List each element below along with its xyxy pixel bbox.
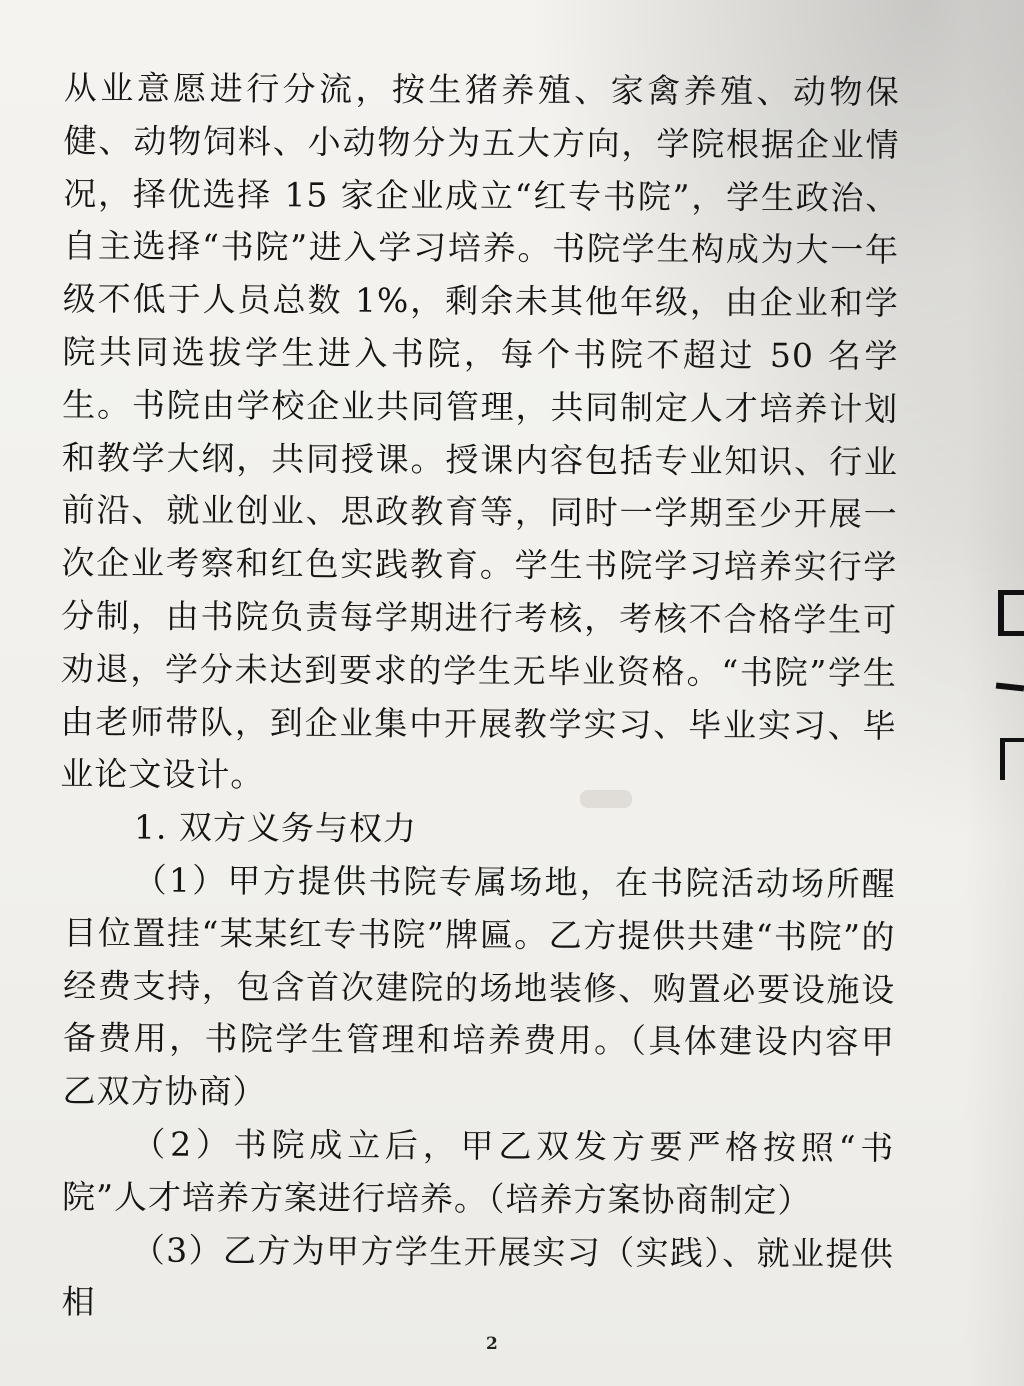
list-item-3: （3）乙方为甲方学生开展实习（实践）、就业提供相 — [61, 1229, 894, 1322]
section-heading: 1. 双方义务与权力 — [133, 807, 418, 849]
list-item-1: （1）甲方提供书院专属场地，在书院活动场所醒目位置挂“某某红专书院”牌匾。乙方提供共建“书院”的经费支持，包含首次建院的场地装修、购置必要设施设备费用，书院学生管理和培养费用。（具体建设内容甲乙双方协商） — [62, 860, 896, 1112]
body-paragraph: 从业意愿进行分流，按生猪养殖、家禽养殖、动物保健、动物饲料、小动物分为五大方向，学院根据企业情况，择优选择 15 家企业成立“红专书院”，学生政治、自主选择“书院”进入学习培养。书院学生构成为大一年级不低于人员总数 1%，剩余未其他年级，由企业和学院共同选拔学生进入书院，每个书院不超过 50 名学生。书院由学校企业共同管理，共同制定人才培养计划和教学大纲，共同授课。授课内容包括专业知识、行业前沿、就业创业、思政教育等，同时一学期至少开展一次企业考察和红色实践教育。学生书院学习培养实行学分制，由书院负责每学期进行考核，考核不合格学生可劝退，学分未达到要求的学生无毕业资格。“书院”学生由老师带队，到企业集中开展教学实习、毕业实习、毕业论文设计。 — [60, 68, 900, 795]
edge-mark — [998, 590, 1024, 636]
edge-mark — [1000, 738, 1024, 780]
document-body — [43, 62, 900, 1334]
page-number: 2 — [486, 1334, 498, 1354]
adjacent-page-edge-marks — [992, 590, 1024, 820]
edge-mark — [996, 683, 1024, 692]
list-item-2: （2）书院成立后，甲乙双发方要严格按照“书院”人才培养方案进行培养。（培养方案协商制定） — [61, 1124, 895, 1220]
